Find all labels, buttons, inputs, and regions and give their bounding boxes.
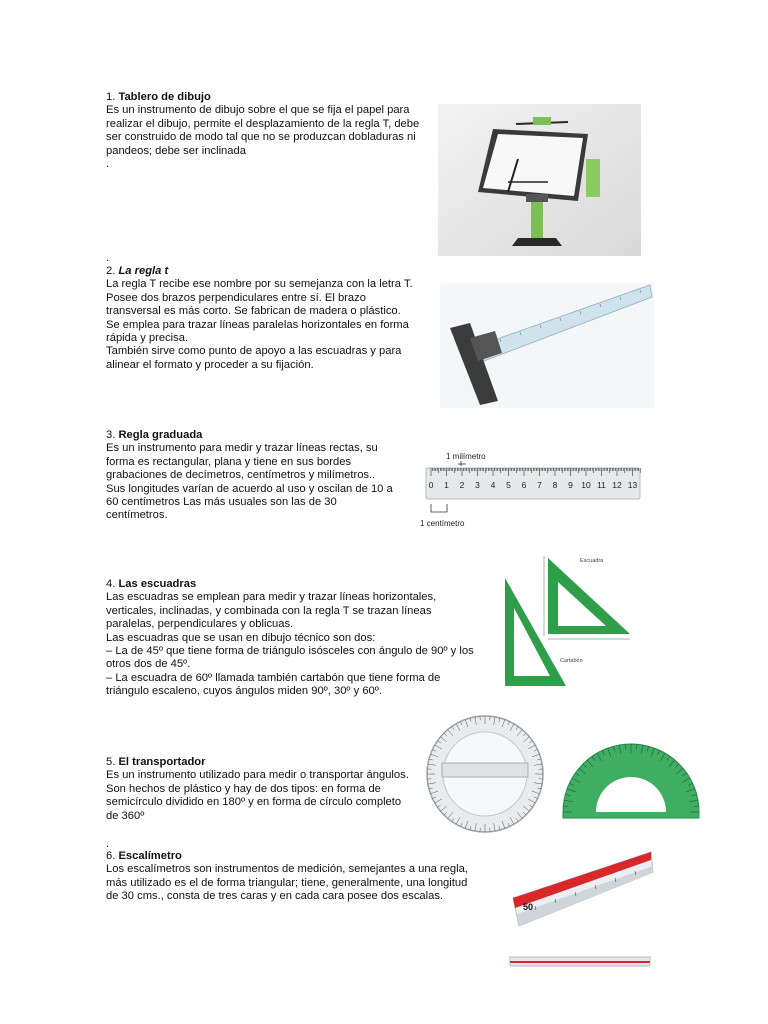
ruler-number: 6	[521, 480, 527, 490]
semicircular-protractor-image	[558, 722, 704, 822]
text-line: Es un instrumento utilizado para medir o transportar ángulos.	[106, 769, 409, 782]
section-regla-graduada	[106, 429, 393, 523]
text-line: Son hechos de plástico y hay de dos tipos: en forma de	[106, 782, 381, 795]
ruler-number: 1	[444, 480, 449, 490]
text-line: centímetros.	[106, 509, 168, 522]
ruler-number: 9	[568, 480, 573, 490]
text-line: paralelas, perpendiculares y oblicuas.	[106, 618, 294, 631]
scale-ruler-image	[505, 850, 655, 972]
ruler-number: 7	[537, 480, 542, 490]
ruler-number: 5	[506, 480, 511, 490]
separator-dot: .	[106, 252, 110, 264]
label-centimeter: 1 centímetro	[420, 519, 465, 528]
section-heading: 3. Regla graduada	[106, 429, 203, 441]
section-regla-t	[106, 265, 413, 372]
ruler-number: 12	[612, 480, 622, 490]
text-line: pandeos; debe ser inclinada	[106, 144, 246, 157]
separator-dot: .	[106, 838, 110, 850]
text-line: Posee dos brazos perpendiculares entre sí. El brazo	[106, 291, 366, 304]
text-line: transversal es más corto. Se fabrican de madera o plástico.	[106, 305, 401, 318]
section-transportador	[106, 756, 409, 823]
section-heading: 6. Escalímetro	[106, 850, 182, 862]
label-escuadra: Escuadra	[580, 558, 604, 564]
text-line: de 360º	[106, 809, 145, 822]
ruler-number: 8	[552, 480, 558, 490]
text-line: forma es rectangular, plana y tiene en sus bordes	[106, 455, 352, 468]
section-heading: 4. Las escuadras	[106, 578, 197, 590]
text-line: grabaciones de decímetros, centímetros y milímetros..	[106, 469, 376, 482]
set-squares-image	[500, 546, 633, 690]
text-line: Es un instrumento para medir y trazar líneas rectas, su	[106, 442, 378, 455]
text-line: La regla T recibe ese nombre por su semejanza con la letra T.	[106, 278, 413, 291]
ruler-number: 2	[459, 480, 465, 490]
text-line: 60 centímetros Las más usuales son las de 30	[106, 496, 337, 509]
text-line: – La de 45º que tiene forma de triángulo isósceles con ángulo de 90º y los	[106, 645, 474, 658]
label-cartabon: Cartabón	[560, 658, 583, 664]
text-line: Es un instrumento de dibujo sobre el que se fija el papel para	[106, 104, 410, 117]
ruler-number: 3	[475, 480, 480, 490]
text-line: de 30 cms., consta de tres caras y en cada cara posee dos escalas.	[106, 890, 444, 903]
section-escalimetro	[106, 850, 468, 904]
text-line: Las escuadras que se usan en dibujo técnico son dos:	[106, 631, 376, 644]
section-heading: 5. El transportador	[106, 756, 206, 768]
t-square-image	[440, 283, 654, 408]
text-line: Los escalímetros son instrumentos de medición, semejantes a una regla,	[106, 863, 468, 876]
ruler-number: 0	[428, 480, 434, 490]
text-line: Las escuadras se emplean para medir y trazar líneas horizontales,	[106, 591, 437, 604]
text-line: – La escuadra de 60º llamada también cartabón que tiene forma de	[106, 671, 441, 684]
text-line: rápida y precisa.	[106, 332, 189, 345]
text-line: .	[106, 158, 110, 171]
text-line: Sus longitudes varían de acuerdo al uso y oscilan de 10 a	[106, 482, 393, 495]
section-tablero	[106, 91, 419, 171]
text-line: También sirve como punto de apoyo a las escuadras y para	[106, 345, 402, 358]
section-escuadras	[106, 578, 474, 699]
section-heading: 2. La regla t	[106, 265, 169, 277]
ruler-number: 4	[490, 480, 496, 490]
text-line: ser construido de modo tal que no se produzcan dobladuras ni	[106, 131, 416, 144]
label-millimeter: 1 milímetro	[446, 452, 486, 461]
text-line: alinear el formato y proceder a su fijación.	[106, 358, 314, 371]
text-line: semicírculo dividido en 180º y en forma de círculo completo	[106, 796, 402, 809]
text-line: realizar el dibujo, permite el desplazamiento de la regla T, debe	[106, 117, 420, 130]
text-line: Se emplea para trazar líneas paralelas horizontales en forma	[106, 318, 409, 331]
text-line: verticales, inclinadas, y combinada con la regla T se trazan líneas	[106, 604, 432, 617]
ruler-number: 11	[597, 480, 606, 490]
graduated-ruler-image	[414, 450, 644, 530]
text-line: más utilizado es el de forma triangular; tiene, generalmente, una longitud	[106, 876, 468, 889]
text-line: triángulo escaleno, cuyos ángulos miden 90º, 30º y 60º.	[106, 685, 382, 698]
ruler-number: 10	[581, 480, 591, 490]
ruler-number: 13	[627, 480, 638, 490]
text-line: otros dos de 45º.	[106, 658, 191, 671]
drawing-board-image	[438, 104, 641, 256]
scale-number: 50	[523, 902, 534, 912]
section-heading: 1. Tablero de dibujo	[106, 91, 211, 103]
circular-protractor-image	[424, 713, 546, 835]
